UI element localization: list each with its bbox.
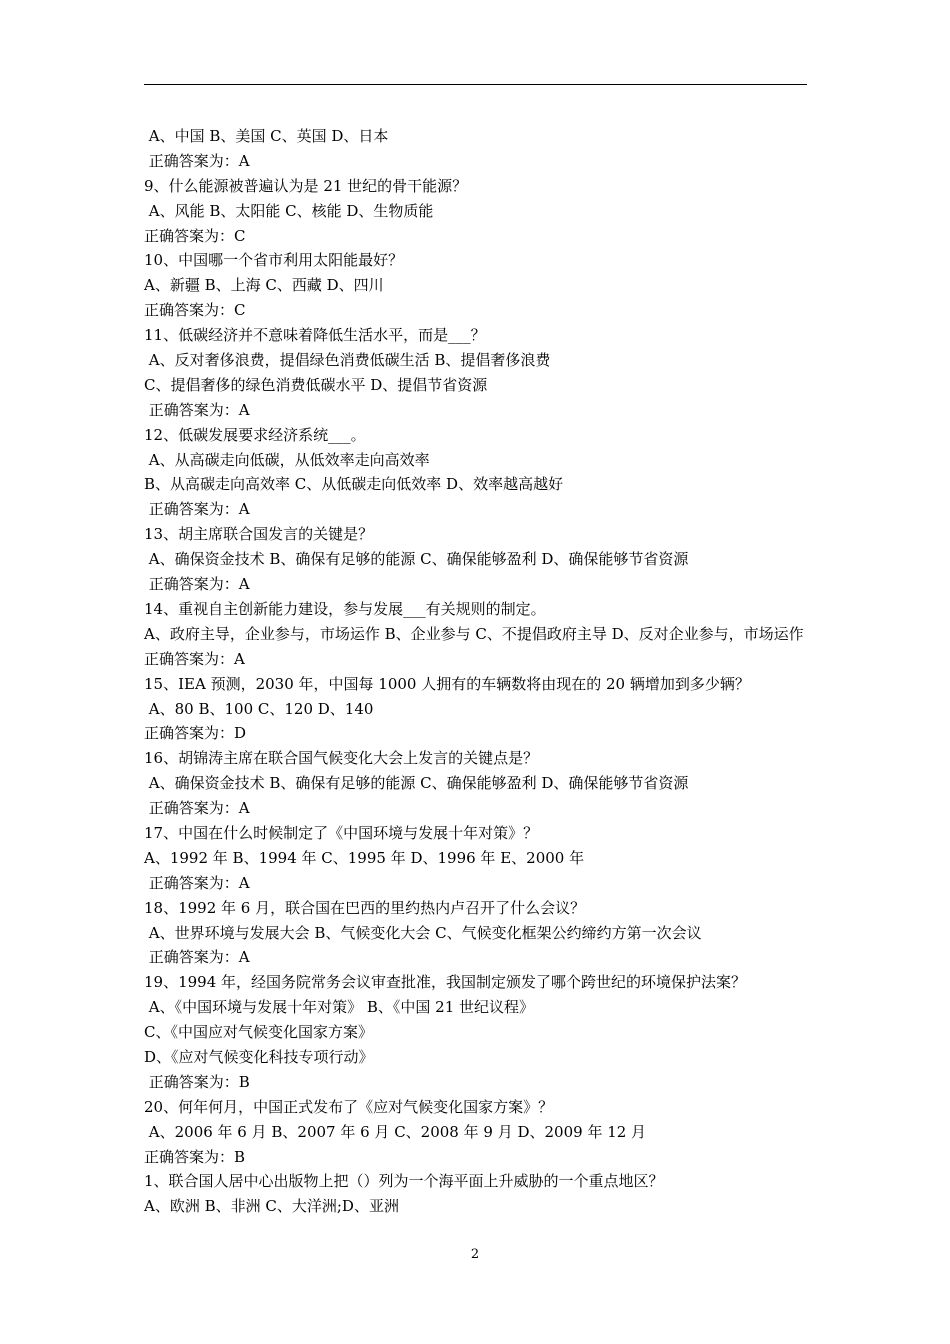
answer-options: C、《中国应对气候变化国家方案》 bbox=[144, 1023, 373, 1042]
correct-answer: 正确答案为：A bbox=[144, 151, 250, 170]
answer-options: A、新疆 B、上海 C、西藏 D、四川 bbox=[144, 276, 384, 295]
question-16: 16、胡锦涛主席在联合国气候变化大会上发言的关键点是？ bbox=[144, 749, 539, 768]
answer-options: B、从高碳走向高效率 C、从低碳走向低效率 D、效率越高越好 bbox=[144, 475, 564, 494]
answer-options: A、中国 B、美国 C、英国 D、日本 bbox=[144, 127, 389, 145]
question-14: 14、重视自主创新能力建设，参与发展___有关规则的制定。 bbox=[144, 599, 546, 618]
correct-answer: 正确答案为：A bbox=[144, 948, 250, 967]
correct-answer: 正确答案为：B bbox=[144, 1147, 246, 1166]
question-19: 19、1994 年，经国务院常务会议审查批准，我国制定颁发了哪个跨世纪的环境保护法案？ bbox=[144, 973, 747, 992]
answer-options: A、1992 年 B、1994 年 C、1995 年 D、1996 年 E、2000 年 bbox=[144, 848, 585, 867]
answer-options-with-answer: A、政府主导，企业参与，市场运作 B、企业参与 C、不提倡政府主导 D、反对企业参与，市场运作 正确答案为：A bbox=[144, 624, 804, 668]
question-9: 9、什么能源被普遍认为是 21 世纪的骨干能源？ bbox=[144, 176, 468, 195]
answer-options: A、《中国环境与发展十年对策》 B、《中国 21 世纪议程》 bbox=[144, 998, 535, 1017]
document-body bbox=[144, 124, 808, 1219]
question-20: 20、何年何月，中国正式发布了《应对气候变化国家方案》？ bbox=[144, 1097, 554, 1116]
question-10: 10、中国哪一个省市利用太阳能最好？ bbox=[144, 251, 404, 270]
answer-options: A、反对奢侈浪费，提倡绿色消费低碳生活 B、提倡奢侈浪费 bbox=[144, 351, 551, 370]
question-11: 11、低碳经济并不意味着降低生活水平，而是___？ bbox=[144, 326, 486, 345]
question-12: 12、低碳发展要求经济系统___。 bbox=[144, 425, 366, 444]
correct-answer: 正确答案为：C bbox=[144, 226, 246, 245]
correct-answer: 正确答案为：A bbox=[144, 500, 250, 519]
answer-options: D、《应对气候变化科技专项行动》 bbox=[144, 1047, 374, 1066]
question-15: 15、IEA 预测，2030 年，中国每 1000 人拥有的车辆数将由现在的 20 辆增加到多少辆？ bbox=[144, 674, 750, 693]
question-17: 17、中国在什么时候制定了《中国环境与发展十年对策》？ bbox=[144, 823, 539, 842]
correct-answer: 正确答案为：B bbox=[144, 1072, 250, 1091]
answer-options: C、提倡奢侈的绿色消费低碳水平 D、提倡节省资源 bbox=[144, 375, 488, 394]
answer-options: A、2006 年 6 月 B、2007 年 6 月 C、2008 年 9 月 D、2009 年 12 月 bbox=[144, 1122, 647, 1141]
answer-options: A、世界环境与发展大会 B、气候变化大会 C、气候变化框架公约缔约方第一次会议 bbox=[144, 923, 702, 942]
question-18: 18、1992 年 6 月，联合国在巴西的里约热内卢召开了什么会议？ bbox=[144, 898, 586, 917]
answer-options: A、欧洲 B、非洲 C、大洋洲;D、亚洲 bbox=[144, 1197, 399, 1216]
answer-options: A、从高碳走向低碳，从低效率走向高效率 bbox=[144, 450, 430, 469]
correct-answer: 正确答案为：A bbox=[144, 575, 250, 594]
correct-answer: 正确答案为：A bbox=[144, 873, 250, 892]
question-13: 13、胡主席联合国发言的关键是？ bbox=[144, 525, 374, 544]
correct-answer: 正确答案为：D bbox=[144, 724, 247, 743]
question-1: 1、联合国人居中心出版物上把（）列为一个海平面上升威胁的一个重点地区？ bbox=[144, 1172, 664, 1191]
header-rule bbox=[144, 84, 807, 85]
answer-options: A、确保资金技术 B、确保有足够的能源 C、确保能够盈利 D、确保能够节省资源 bbox=[144, 550, 689, 569]
correct-answer: 正确答案为：C bbox=[144, 301, 246, 320]
correct-answer: 正确答案为：A bbox=[144, 799, 250, 818]
answer-options: A、确保资金技术 B、确保有足够的能源 C、确保能够盈利 D、确保能够节省资源 bbox=[144, 774, 689, 793]
correct-answer: 正确答案为：A bbox=[144, 400, 250, 419]
page-number: 2 bbox=[470, 1247, 480, 1262]
answer-options: A、80 B、100 C、120 D、140 bbox=[144, 699, 374, 718]
answer-options: A、风能 B、太阳能 C、核能 D、生物质能 bbox=[144, 201, 434, 220]
